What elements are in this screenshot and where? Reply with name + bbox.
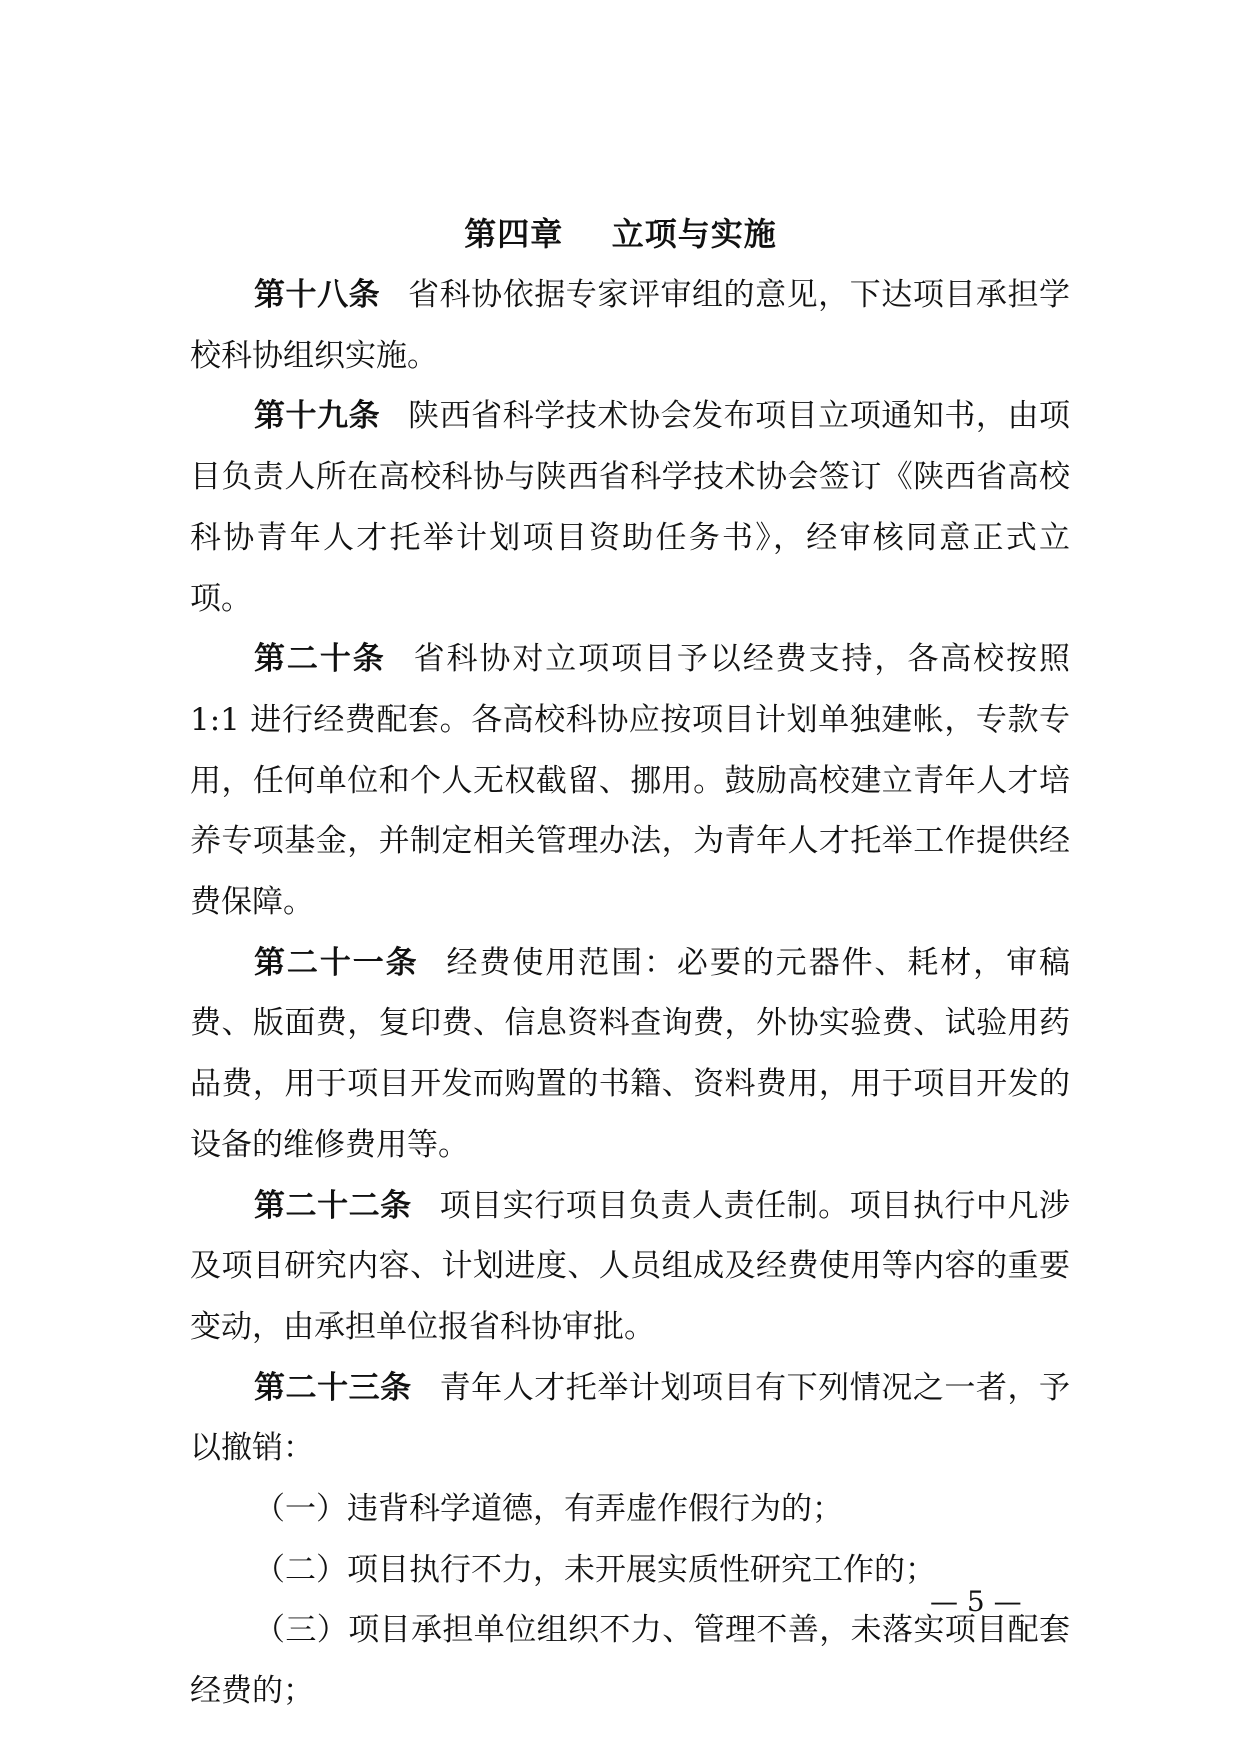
page-number: — 5 — [930,1585,1022,1618]
article-text: 陕西省科学技术协会发布项目立项通知书，由项目负责人所在高校科协与陕西省科学技术协会签订《陕西省高校科协青年人才托举计划项目资助任务书》，经审核同意正式立项。 [190,398,1071,617]
article-number: 第十九条 [254,398,381,435]
article-20 [190,629,1070,933]
article-number: 第二十三条 [254,1369,412,1406]
article-18 [190,265,1070,386]
document-body [190,265,1070,1722]
article-text: 经费使用范围：必要的元器件、耗材，审稿费、版面费，复印费、信息资料查询费，外协实验费、试验用药品费，用于项目开发而购置的书籍、资料费用，用于项目开发的设备的维修费用等。 [190,944,1071,1163]
article-number: 第二十一条 [254,944,419,981]
chapter-title: 第四章 立项与实施 [464,215,777,253]
article-text: 省科协依据专家评审组的意见，下达项目承担学校科协组织实施。 [190,277,1071,374]
list-item: （一）违背科学道德，有弄虚作假行为的； [254,1491,843,1528]
article-22 [190,1176,1070,1358]
article-text: 省科协对立项项目予以经费支持，各高校按照 1:1 进行经费配套。各高校科协应按项目计划单独建帐，专款专用，任何单位和个人无权截留、挪用。鼓励高校建立青年人才培养专项基金，并制定相关管理办法，为青年人才托举工作提供经费保障。 [190,641,1070,921]
list-item: （三）项目承担单位组织不力、管理不善，未落实项目配套经费的； [190,1612,1070,1710]
article-19 [190,386,1070,629]
list-item: （二）项目执行不力，未开展实质性研究工作的； [254,1551,936,1588]
article-21 [190,933,1070,1176]
article-number: 第二十条 [254,641,386,678]
article-text: 青年人才托举计划项目有下列情况之一者，予以撤销： [190,1369,1071,1467]
article-23 [190,1358,1070,1479]
article-number: 第十八条 [254,277,381,313]
article-text: 项目实行项目负责人责任制。项目执行中凡涉及项目研究内容、计划进度、人员组成及经费使用等内容的重要变动，由承担单位报省科协审批。 [190,1187,1071,1345]
article-number: 第二十二条 [254,1187,412,1224]
